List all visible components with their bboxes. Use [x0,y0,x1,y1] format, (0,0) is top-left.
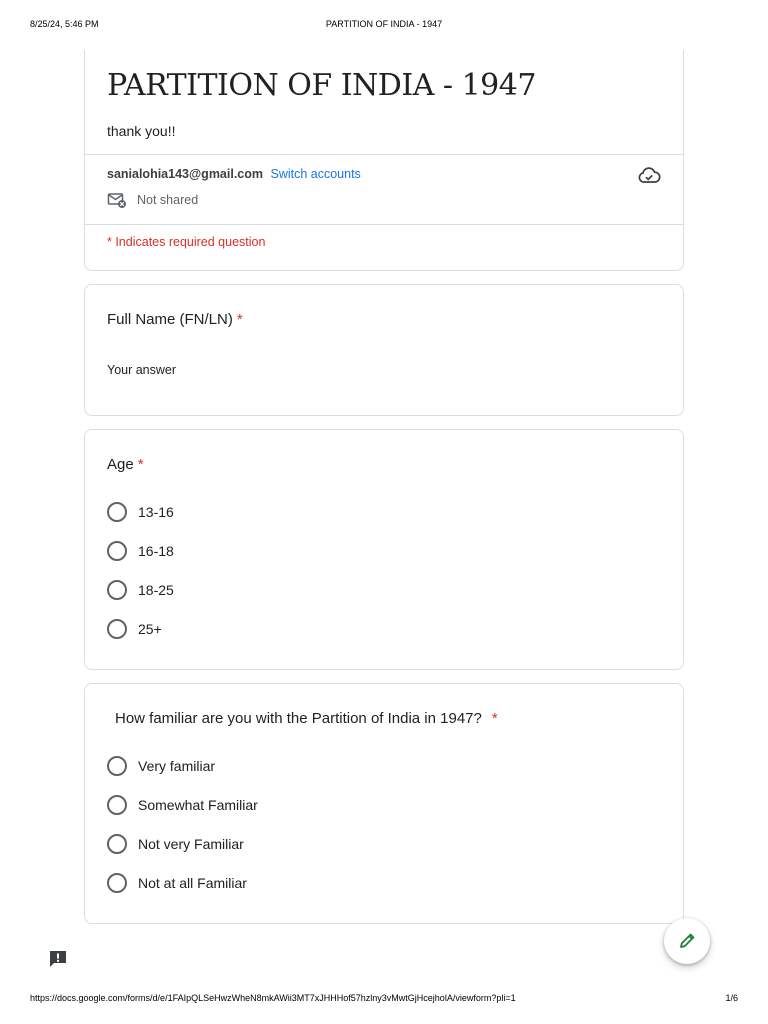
option-label: Somewhat Familiar [138,796,258,813]
radio-option[interactable] [107,570,174,609]
required-asterisk: * [137,456,144,473]
question-title-text: How familiar are you with the Partition of India in 1947? [115,710,482,727]
print-header [0,19,768,33]
radio-button[interactable] [107,502,127,522]
required-asterisk: * [236,311,243,328]
radio-button[interactable] [107,795,127,815]
radio-option[interactable] [107,746,258,785]
question-title [115,710,498,727]
divider [85,154,683,155]
pencil-icon [677,931,697,951]
print-url: https://docs.google.com/forms/d/e/1FAIpQLSeHwzWheN8mkAWii3MT7xJHHHof57hzlny3vMwtGjHcejholA/viewform?pli=1 [30,993,516,1003]
option-label: 13-16 [138,503,174,520]
radio-option[interactable] [107,609,174,648]
radio-button[interactable] [107,756,127,776]
option-label: Not very Familiar [138,835,244,852]
cloud-check-icon[interactable] [637,166,661,186]
question-title-text: Age [107,456,134,473]
form-description: thank you!! [107,123,176,139]
print-datetime: 8/25/24, 5:46 PM [30,19,99,29]
option-label: 25+ [138,620,162,637]
required-asterisk: * [491,710,498,727]
option-label: Very familiar [138,757,216,774]
option-label: 16-18 [138,542,174,559]
radio-option[interactable] [107,824,258,863]
question-title [107,456,144,473]
radio-button[interactable] [107,619,127,639]
full-name-input[interactable]: Your answer [107,363,177,377]
radio-button[interactable] [107,580,127,600]
question-card-age [84,429,684,670]
question-card-familiarity [84,683,684,924]
print-page-number: 1/6 [725,993,738,1003]
required-note: * Indicates required question [107,235,266,249]
not-shared-label: Not shared [137,193,199,207]
question-title [107,311,243,328]
familiarity-options [107,746,258,902]
not-shared-row [107,191,198,209]
divider [85,224,683,225]
option-label: Not at all Familiar [138,874,247,891]
question-title-text: Full Name (FN/LN) [107,311,233,328]
radio-button[interactable] [107,873,127,893]
print-doc-title: PARTITION OF INDIA - 1947 [325,19,443,29]
account-row [107,167,361,181]
radio-option[interactable] [107,492,174,531]
radio-button[interactable] [107,834,127,854]
option-label: 18-25 [138,581,174,598]
radio-option[interactable] [107,863,258,902]
edit-button[interactable] [664,918,710,964]
feedback-icon[interactable] [48,949,68,969]
radio-button[interactable] [107,541,127,561]
radio-option[interactable] [107,785,258,824]
account-email: sanialohia143@gmail.com [107,167,263,181]
switch-accounts-link[interactable]: Switch accounts [270,167,361,181]
question-card-full-name [84,284,684,416]
radio-option[interactable] [107,531,174,570]
mail-not-shared-icon [107,191,127,209]
age-options [107,492,174,648]
form-header-card [84,50,684,271]
form-title: PARTITION OF INDIA - 1947 [107,68,536,103]
